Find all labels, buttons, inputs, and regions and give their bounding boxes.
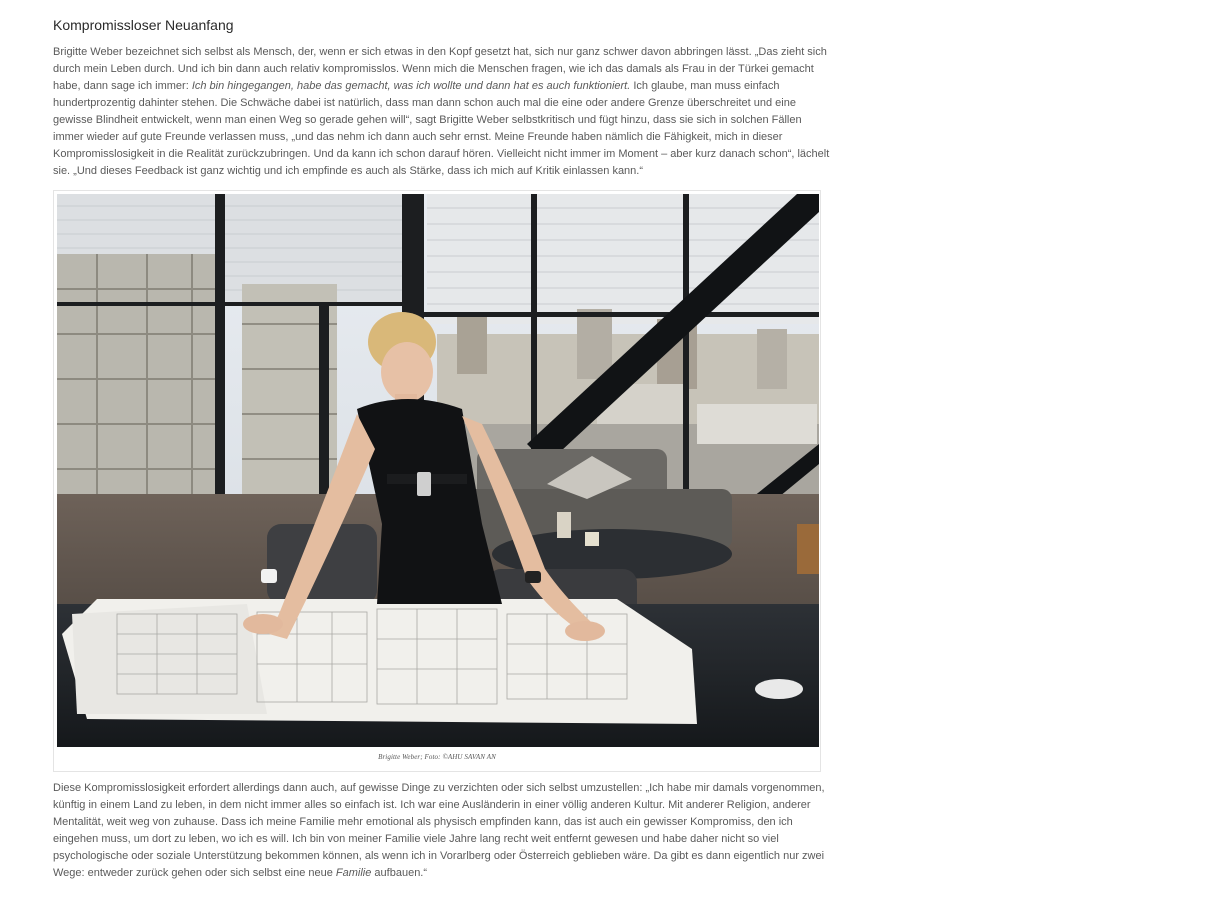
- section-heading: Kompromissloser Neuanfang: [53, 17, 234, 33]
- paragraph-2-text-b: aufbauen.“: [371, 867, 428, 879]
- photo-figure: [53, 190, 821, 772]
- paragraph-1-quote-italic: Ich bin hingegangen, habe das gemacht, was ich wollte und dann hat es auch funktioniert.: [191, 80, 631, 92]
- paragraph-1-text-b: Ich glaube, man muss einfach hundertprozentig dahinter stehen. Die Schwäche dabei ist natürlich, dass man dann schon auch mal die eine oder andere Grenze überschreitet und eine gewisse Blindheit entwickelt, wenn man einen Weg so gerade gehen will“, sagt Brigitte Weber selbstkritisch und fügt hinzu, dass sie sich in solchen Fällen immer wieder auf gute Freunde verlassen muss, „und das nehm ich dann auch sehr ernst. Meine Freunde haben nämlich die Fähigkeit, mich in dieser Kompromisslosigkeit in die Realität zurückzubringen. Und da kann ich schon darauf hören. Vielleicht nicht immer im Moment – aber kurz danach schon“, lächelt sie. „Und dieses Feedback ist ganz wichtig und ich empfinde es auch als Stärke, dass ich mich auf Kritik einlassen kann.“: [53, 80, 830, 177]
- paragraph-2-italic: Familie: [335, 867, 372, 879]
- paragraph-1: [53, 44, 831, 180]
- article-photo[interactable]: [57, 194, 819, 747]
- paragraph-2-text-a: Diese Kompromisslosigkeit erfordert allerdings dann auch, auf gewisse Dinge zu verzichten oder sich selbst umzustellen: „Ich habe mir damals vorgenommen, künftig in einem Land zu leben, in dem nicht immer alles so einfach ist. Ich war eine Ausländerin in einer völlig anderen Kultur. Mit anderer Religion, anderer Mentalität, weit weg von zuhause. Dass ich meine Familie mehr emotional als physisch empfinden kann, das ist auch ein gewisser Kompromiss, den ich eingehen muss, um dort zu leben, wo ich es will. Ich bin von meiner Familie viele Jahre lang recht weit entfernt gewesen und habe daher nicht so viel psychologische oder soziale Unterstützung bekommen können, als wenn ich in Vorarlberg oder Österreich geblieben wäre. Da gibt es dann eigentlich nur zwei Wege: entweder zurück gehen oder sich selbst eine neue: [53, 782, 825, 879]
- photo-caption: Brigitte Weber; Foto: ©AHU SAVAN AN: [378, 753, 496, 761]
- photo-illustration: [57, 194, 819, 747]
- paragraph-2: [53, 780, 831, 882]
- paragraph-1-text-a: Brigitte Weber bezeichnet sich selbst als Mensch, der, wenn er sich etwas in den Kopf gesetzt hat, sich nur ganz schwer davon abbringen lässt. „Das zieht sich durch mein Leben durch. Und ich bin dann auch relativ kompromisslos. Wenn mich die Menschen fragen, wie ich das damals als Frau in der Türkei gemacht habe, dann sage ich immer:: [53, 46, 827, 92]
- article: [53, 14, 831, 882]
